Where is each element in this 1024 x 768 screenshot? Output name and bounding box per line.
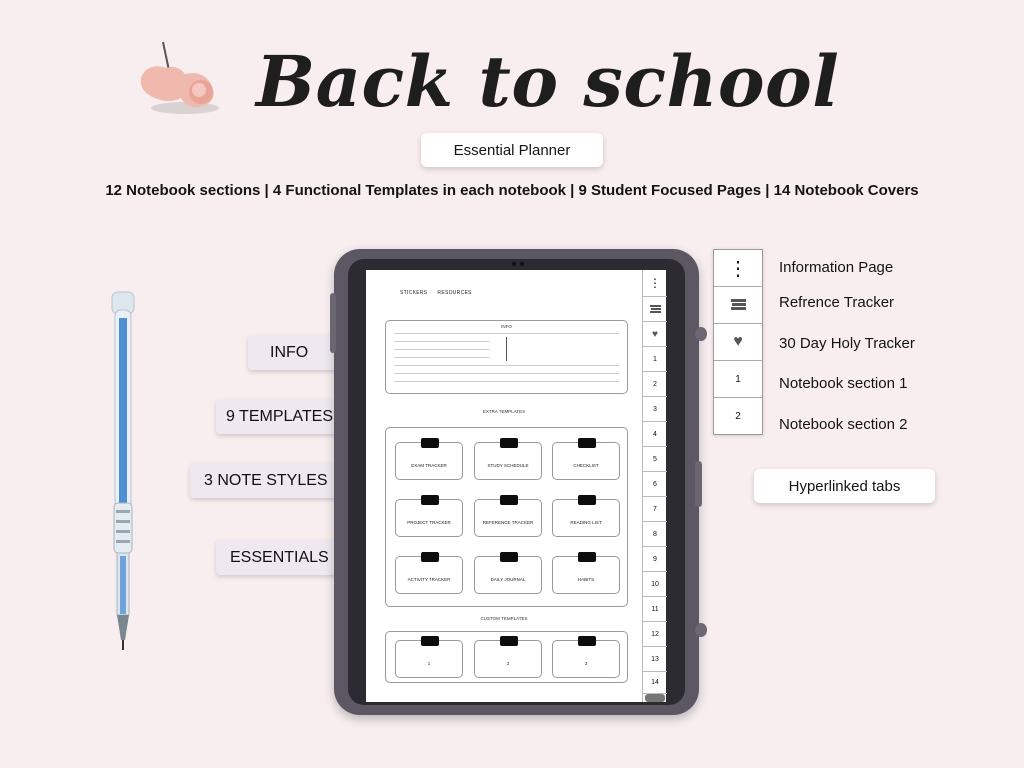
planner-page — [366, 270, 642, 702]
tab-section-1[interactable]: 1 — [643, 347, 667, 372]
side-button — [695, 327, 707, 341]
tab-section-11[interactable]: 11 — [643, 597, 667, 622]
custom-template-card[interactable]: 1 — [395, 640, 463, 678]
sensor-icon — [520, 262, 524, 266]
feature-summary: 12 Notebook sections | 4 Functional Templates in each notebook | 9 Student Focused Pages | 14 Notebook Covers — [105, 182, 919, 199]
legend-cell-2: 2 — [735, 411, 741, 422]
extra-templates-heading: EXTRA TEMPLATES — [482, 409, 526, 414]
tab-section-5[interactable]: 5 — [643, 447, 667, 472]
pushpin-icon — [133, 40, 225, 118]
side-button-lower — [695, 623, 707, 637]
planner-tab-column — [642, 270, 666, 702]
tab-section-9[interactable]: 9 — [643, 547, 667, 572]
books-icon — [714, 287, 762, 324]
dots-icon[interactable]: ⋮ — [643, 270, 667, 297]
template-card[interactable]: PROJECT TRACKER — [395, 499, 463, 537]
camera-icon — [512, 262, 516, 266]
tab-section-4[interactable]: 4 — [643, 422, 667, 447]
legend-tab-column — [713, 249, 763, 435]
info-box — [385, 320, 628, 394]
template-card[interactable]: READING LIST — [552, 499, 620, 537]
custom-template-card[interactable]: 3 — [552, 640, 620, 678]
templates-area — [385, 427, 628, 607]
tab-section-6[interactable]: 6 — [643, 472, 667, 497]
legend-label-tracker: 30 Day Holy Tracker — [779, 335, 915, 352]
books-icon[interactable] — [643, 297, 667, 322]
tab-section-12[interactable]: 12 — [643, 622, 667, 647]
template-card[interactable]: HABITS — [552, 556, 620, 594]
legend-label-reference: Refrence Tracker — [779, 294, 895, 311]
tab-section-10[interactable]: 10 — [643, 572, 667, 597]
templates-label: 9 TEMPLATES — [216, 399, 338, 434]
legend-label-section-2: Notebook section 2 — [779, 416, 908, 433]
template-card[interactable]: ACTIVITY TRACKER — [395, 556, 463, 594]
heart-icon: ♥ — [714, 324, 762, 361]
info-label: INFO — [248, 335, 338, 370]
hyperlinked-tabs-badge: Hyperlinked tabs — [754, 469, 935, 503]
legend-cell-1: 1 — [714, 361, 762, 398]
legend-label-info: Information Page — [779, 259, 894, 276]
volume-button — [330, 293, 336, 353]
note-styles-label: 3 NOTE STYLES — [190, 463, 338, 498]
essentials-label: ESSENTIALS — [216, 540, 338, 575]
tab-section-2[interactable]: 2 — [643, 372, 667, 397]
heart-icon[interactable]: ♥ — [643, 322, 667, 347]
template-card[interactable]: STUDY SCHEDULE — [474, 442, 542, 480]
planner-nav — [400, 290, 472, 296]
custom-templates-heading: CUSTOM TEMPLATES — [480, 616, 528, 621]
legend-label-section-1: Notebook section 1 — [779, 375, 908, 392]
template-card[interactable]: DAILY JOURNAL — [474, 556, 542, 594]
subtitle-badge: Essential Planner — [421, 133, 603, 167]
tab-section-13[interactable]: 13 — [643, 647, 667, 672]
dots-icon: ⋮ — [714, 250, 762, 287]
tab-section-14[interactable]: 14 — [643, 672, 667, 694]
info-box-label: INFO — [501, 324, 512, 329]
stylus-pen-icon — [106, 288, 140, 654]
pencil-clip — [695, 461, 702, 507]
custom-templates-area — [385, 631, 628, 683]
nav-stickers[interactable]: STICKERS — [400, 290, 428, 296]
tab-section-8[interactable]: 8 — [643, 522, 667, 547]
template-card[interactable]: EXAM TRACKER — [395, 442, 463, 480]
tab-section-3[interactable]: 3 — [643, 397, 667, 422]
custom-template-card[interactable]: 2 — [474, 640, 542, 678]
template-card[interactable]: REFERENCE TRACKER — [474, 499, 542, 537]
page-title: Back to school — [256, 40, 840, 123]
tab-section-7[interactable]: 7 — [643, 497, 667, 522]
home-indicator — [645, 694, 665, 702]
tablet-screen — [366, 270, 666, 702]
template-card[interactable]: CHECKLIST — [552, 442, 620, 480]
nav-resources[interactable]: RESOURCES — [437, 290, 472, 296]
